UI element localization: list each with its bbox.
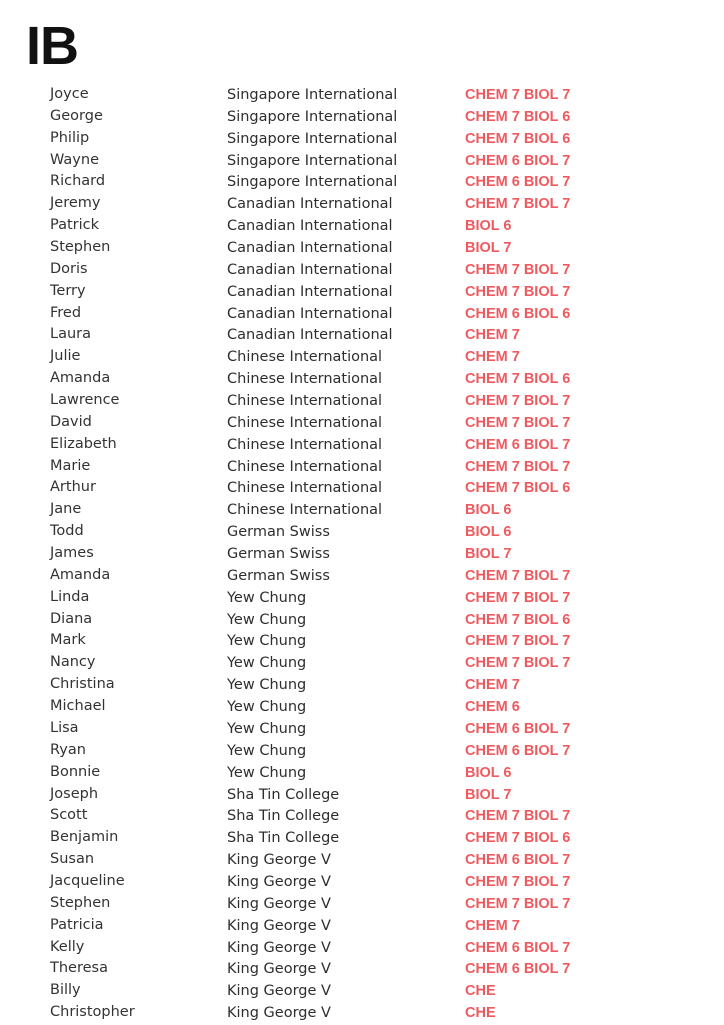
school-name: Yew Chung	[227, 699, 307, 716]
grade-result: CHEM 7 BIOL 7	[465, 261, 571, 278]
grade-result: CHEM 7 BIOL 7	[465, 87, 571, 103]
school-name: Canadian International	[227, 327, 393, 344]
list-item	[0, 850, 724, 872]
results-list	[0, 85, 724, 1025]
student-name: Michael	[50, 698, 106, 715]
student-name: Amanda	[50, 566, 111, 583]
list-item	[0, 325, 724, 347]
grade-result: CHEM 7 BIOL 6	[465, 830, 571, 847]
list-item	[0, 391, 724, 413]
grade-result: CHEM 7 BIOL 7	[465, 589, 571, 606]
grade-result: CHEM 7 BIOL 7	[465, 458, 571, 475]
list-item	[0, 631, 724, 653]
list-item	[0, 216, 724, 238]
student-name: Patrick	[50, 217, 100, 234]
grade-result: CHE	[465, 1005, 496, 1022]
list-item	[0, 107, 724, 129]
school-name: Chinese International	[227, 502, 383, 519]
list-item	[0, 260, 724, 282]
school-name: Yew Chung	[227, 611, 307, 628]
student-name: Philip	[50, 129, 90, 146]
student-name: Doris	[50, 260, 88, 277]
grade-result: CHEM 7 BIOL 6	[465, 611, 571, 628]
grade-result: CHEM 6 BIOL 7	[465, 961, 571, 978]
student-name: Todd	[50, 523, 84, 540]
grade-result: CHEM 7 BIOL 6	[465, 130, 571, 147]
grade-result: BIOL 6	[465, 502, 512, 519]
student-name: Scott	[50, 807, 88, 824]
list-item	[0, 457, 724, 479]
school-name: Sha Tin College	[227, 786, 340, 803]
school-name: Singapore International	[227, 174, 398, 191]
grade-result: BIOL 6	[465, 218, 512, 235]
list-item	[0, 610, 724, 632]
grade-result: CHEM 6 BIOL 7	[465, 174, 571, 191]
grade-result: CHEM 7 BIOL 7	[465, 808, 571, 825]
school-name: King George V	[227, 939, 331, 956]
school-name: Chinese International	[227, 393, 383, 410]
school-name: Chinese International	[227, 349, 383, 366]
list-item	[0, 544, 724, 566]
list-item	[0, 172, 724, 194]
student-name: Mark	[50, 632, 86, 649]
student-name: Julie	[50, 348, 81, 365]
student-name: Marie	[50, 457, 91, 474]
student-name: Nancy	[50, 654, 96, 671]
grade-result: CHEM 7	[465, 349, 520, 366]
student-name: Joseph	[50, 785, 99, 802]
school-name: Yew Chung	[227, 589, 307, 606]
student-name: Lisa	[50, 719, 79, 736]
school-name: German Swiss	[227, 524, 330, 541]
school-name: Chinese International	[227, 414, 383, 431]
school-name: Yew Chung	[227, 677, 307, 694]
list-item	[0, 151, 724, 173]
list-item	[0, 435, 724, 457]
student-name: Wayne	[50, 151, 99, 168]
grade-result: CHEM 7 BIOL 7	[465, 895, 571, 912]
list-item	[0, 413, 724, 435]
grade-result: CHEM 7 BIOL 6	[465, 371, 571, 388]
school-name: Yew Chung	[227, 764, 307, 781]
list-item	[0, 653, 724, 675]
school-name: Chinese International	[227, 458, 383, 475]
list-item	[0, 282, 724, 304]
grade-result: CHEM 7 BIOL 6	[465, 108, 571, 125]
school-name: King George V	[227, 1005, 331, 1022]
student-name: Stephen	[50, 239, 111, 256]
page-title: IB	[26, 16, 78, 76]
grade-result: CHEM 6 BIOL 7	[465, 152, 571, 169]
list-item	[0, 828, 724, 850]
school-name: Canadian International	[227, 240, 393, 257]
list-item	[0, 85, 724, 107]
school-name: King George V	[227, 961, 331, 978]
school-name: Canadian International	[227, 218, 393, 235]
list-item	[0, 806, 724, 828]
list-item	[0, 566, 724, 588]
student-name: Theresa	[50, 960, 108, 977]
school-name: Canadian International	[227, 283, 393, 300]
grade-result: CHEM 7 BIOL 7	[465, 633, 571, 650]
grade-result: CHEM 7 BIOL 7	[465, 655, 571, 672]
grade-result: CHE	[465, 983, 496, 1000]
list-item	[0, 369, 724, 391]
student-name: Susan	[50, 851, 95, 868]
student-name: Laura	[50, 326, 92, 343]
student-name: Diana	[50, 610, 93, 627]
list-item	[0, 1003, 724, 1025]
student-name: Benjamin	[50, 829, 119, 846]
school-name: King George V	[227, 983, 331, 1000]
student-name: David	[50, 413, 92, 430]
student-name: Billy	[50, 982, 81, 999]
school-name: Chinese International	[227, 480, 383, 497]
student-name: Richard	[50, 173, 106, 190]
grade-result: CHEM 7	[465, 327, 520, 344]
student-name: Elizabeth	[50, 435, 117, 452]
list-item	[0, 959, 724, 981]
list-item	[0, 697, 724, 719]
school-name: Yew Chung	[227, 720, 307, 737]
school-name: German Swiss	[227, 546, 330, 563]
student-name: Jacqueline	[50, 872, 125, 889]
student-name: George	[50, 107, 103, 124]
list-item	[0, 478, 724, 500]
student-name: Stephen	[50, 894, 111, 911]
school-name: Sha Tin College	[227, 808, 340, 825]
student-name: Lawrence	[50, 392, 120, 409]
student-name: Patricia	[50, 916, 104, 933]
grade-result: CHEM 7 BIOL 7	[465, 567, 571, 584]
grade-result: CHEM 7 BIOL 7	[465, 283, 571, 300]
grade-result: CHEM 7 BIOL 7	[465, 873, 571, 890]
student-name: Arthur	[50, 479, 96, 496]
student-name: Joyce	[50, 86, 89, 102]
student-name: Terry	[50, 282, 86, 299]
list-item	[0, 347, 724, 369]
list-item	[0, 194, 724, 216]
list-item	[0, 522, 724, 544]
list-item	[0, 500, 724, 522]
school-name: Yew Chung	[227, 742, 307, 759]
list-item	[0, 872, 724, 894]
grade-result: CHEM 6 BIOL 7	[465, 852, 571, 869]
student-name: Christopher	[50, 1004, 135, 1021]
grade-result: CHEM 6 BIOL 7	[465, 742, 571, 759]
school-name: Yew Chung	[227, 655, 307, 672]
school-name: Singapore International	[227, 130, 398, 147]
grade-result: CHEM 7 BIOL 7	[465, 196, 571, 213]
grade-result: CHEM 6 BIOL 7	[465, 720, 571, 737]
student-name: Fred	[50, 304, 82, 321]
school-name: German Swiss	[227, 567, 330, 584]
list-item	[0, 938, 724, 960]
school-name: Sha Tin College	[227, 830, 340, 847]
grade-result: CHEM 7 BIOL 6	[465, 480, 571, 497]
school-name: Canadian International	[227, 261, 393, 278]
grade-result: BIOL 7	[465, 546, 512, 563]
list-item	[0, 763, 724, 785]
list-item	[0, 741, 724, 763]
list-item	[0, 916, 724, 938]
school-name: King George V	[227, 917, 331, 934]
student-name: Christina	[50, 676, 115, 693]
school-name: Singapore International	[227, 152, 398, 169]
student-name: Ryan	[50, 741, 86, 758]
school-name: Chinese International	[227, 371, 383, 388]
student-name: Kelly	[50, 938, 85, 955]
school-name: Canadian International	[227, 196, 393, 213]
school-name: Canadian International	[227, 305, 393, 322]
grade-result: BIOL 7	[465, 240, 512, 257]
list-item	[0, 675, 724, 697]
grade-result: CHEM 6	[465, 699, 520, 716]
grade-result: CHEM 7 BIOL 7	[465, 393, 571, 410]
list-item	[0, 785, 724, 807]
grade-result: CHEM 6 BIOL 7	[465, 436, 571, 453]
school-name: Singapore International	[227, 87, 398, 103]
grade-result: BIOL 7	[465, 786, 512, 803]
student-name: James	[50, 545, 94, 562]
grade-result: CHEM 6 BIOL 6	[465, 305, 571, 322]
school-name: Yew Chung	[227, 633, 307, 650]
list-item	[0, 304, 724, 326]
list-item	[0, 894, 724, 916]
student-name: Linda	[50, 588, 90, 605]
school-name: King George V	[227, 895, 331, 912]
list-item	[0, 981, 724, 1003]
student-name: Jane	[50, 501, 82, 518]
grade-result: CHEM 6 BIOL 7	[465, 939, 571, 956]
student-name: Bonnie	[50, 763, 101, 780]
school-name: King George V	[227, 852, 331, 869]
list-item	[0, 238, 724, 260]
grade-result: CHEM 7	[465, 677, 520, 694]
grade-result: BIOL 6	[465, 764, 512, 781]
grade-result: CHEM 7 BIOL 7	[465, 414, 571, 431]
grade-result: CHEM 7	[465, 917, 520, 934]
list-item	[0, 129, 724, 151]
grade-result: BIOL 6	[465, 524, 512, 541]
student-name: Amanda	[50, 370, 111, 387]
list-item	[0, 588, 724, 610]
school-name: Chinese International	[227, 436, 383, 453]
school-name: King George V	[227, 873, 331, 890]
list-item	[0, 719, 724, 741]
student-name: Jeremy	[50, 195, 101, 212]
school-name: Singapore International	[227, 108, 398, 125]
